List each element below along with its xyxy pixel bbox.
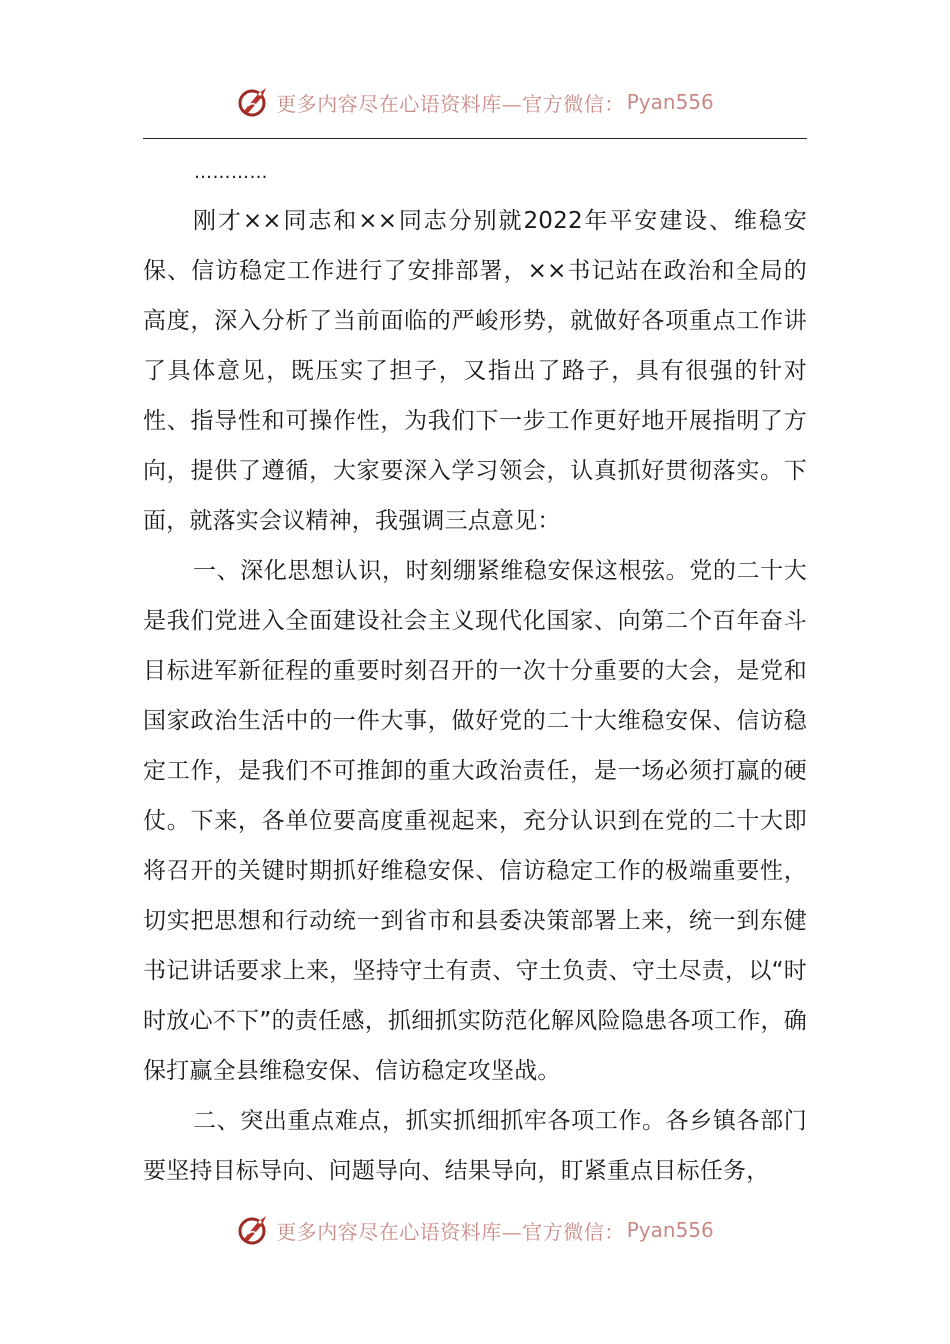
pen-nib-logo-icon: [236, 1212, 272, 1248]
document-body: [143, 148, 807, 1196]
paragraph-1: 刚才××同志和××同志分别就2022年平安建设、维稳安保、信访稳定工作进行了安排部署，××书记站在政治和全局的高度，深入分析了当前面临的严峻形势，就做好各项重点工作讲了具体意见，既压实了担子，又指出了路子，具有很强的针对性、指导性和可操作性，为我们下一步工作更好地开展指明了方向，提供了遵循，大家要深入学习领会，认真抓好贯彻落实。下面，就落实会议精神，我强调三点意见：: [143, 208, 807, 534]
header-divider: [143, 138, 807, 139]
pen-nib-logo-icon: [236, 84, 272, 120]
watermark-id: Pyan556: [626, 90, 714, 114]
header-watermark: [0, 82, 950, 122]
paragraph-2: 一、深化思想认识，时刻绷紧维稳安保这根弦。党的二十大是我们党进入全面建设社会主义现代化国家、向第二个百年奋斗目标进军新征程的重要时刻召开的一次十分重要的大会，是党和国家政治生活中的一件大事，做好党的二十大维稳安保、信访稳定工作，是我们不可推卸的重大政治责任，是一场必须打赢的硬仗。下来，各单位要高度重视起来，充分认识到在党的二十大即将召开的关键时期抓好维稳安保、信访稳定工作的极端重要性，切实把思想和行动统一到省市和县委决策部署上来，统一到东健书记讲话要求上来，坚持守土有责、守土负责、守土尽责，以“时时放心不下”的责任感，抓细抓实防范化解风险隐患各项工作，确保打赢全县维稳安保、信访稳定攻坚战。: [143, 558, 807, 1084]
watermark-text: 更多内容尽在心语资料库—官方微信：: [276, 1219, 625, 1244]
footer-watermark: [0, 1210, 950, 1250]
watermark-text: 更多内容尽在心语资料库—官方微信：: [276, 91, 625, 116]
ellipsis-line: …………: [194, 162, 268, 183]
paragraph-3: 二、突出重点难点，抓实抓细抓牢各项工作。各乡镇各部门要坚持目标导向、问题导向、结果导向，盯紧重点目标任务，: [143, 1108, 807, 1184]
watermark-id: Pyan556: [626, 1218, 714, 1242]
